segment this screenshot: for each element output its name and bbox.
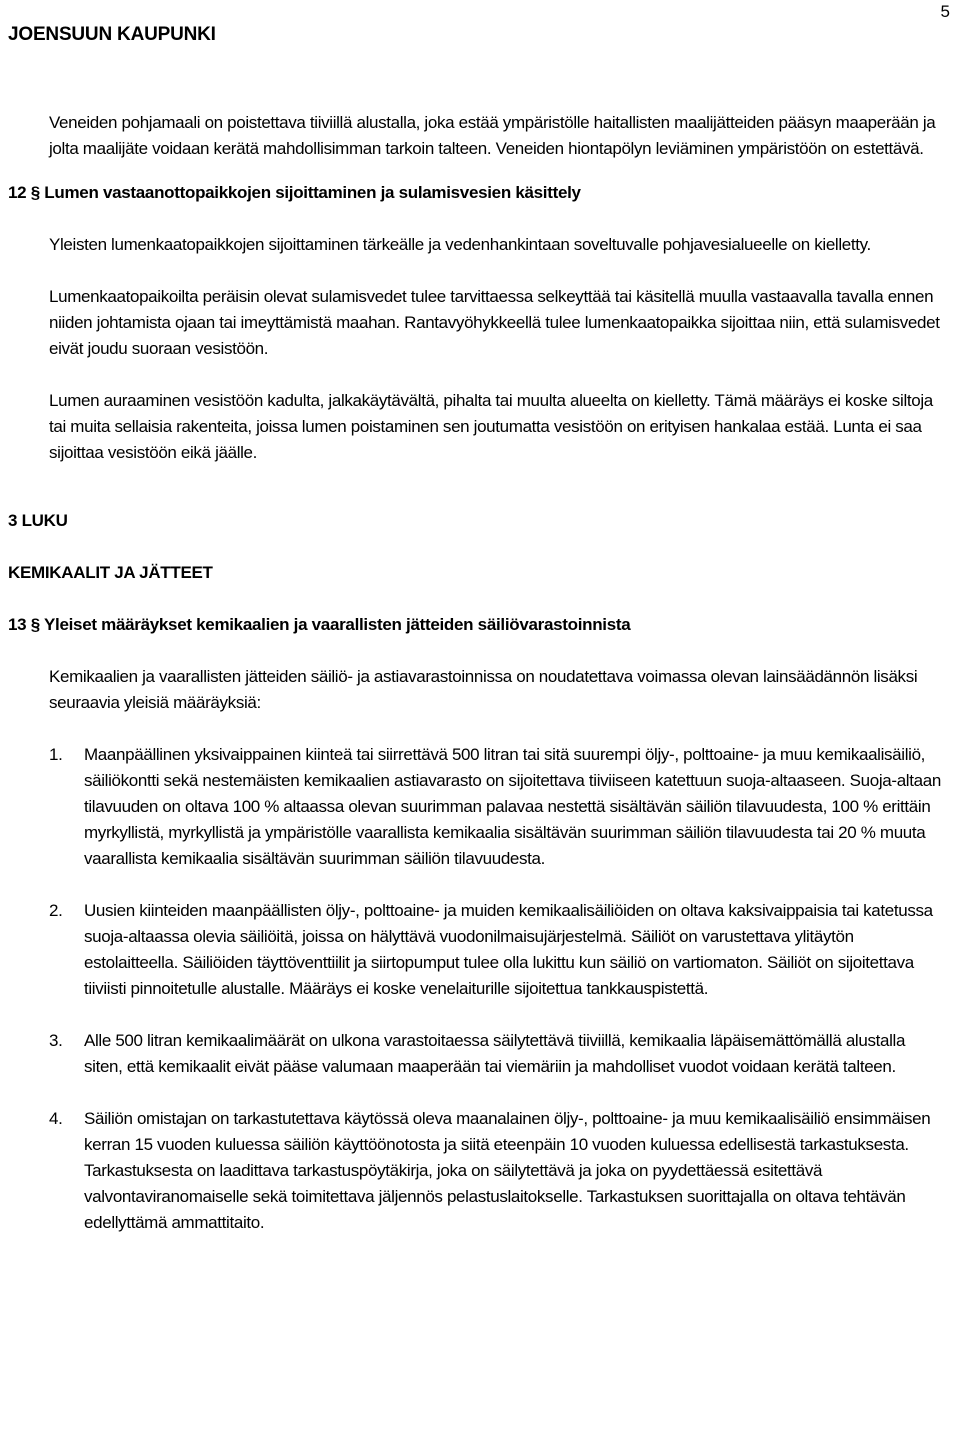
list-item-number: 2. bbox=[49, 901, 63, 920]
list-item-text: Maanpäällinen yksivaippainen kiinteä tai siirrettävä 500 litran tai sitä suurempi öljy-, polttoaine- ja muu kemikaalisäiliö, säiliökontti sekä nestemäisten kemikaalien astiavarasto on sijoitettava tiiviiseen katettuun suoja-altaaseen. Suoja-altaan tilavuuden on oltava 100 % altaassa olevan suurimman palavaa nestettä sisältävän säiliön tilavuudesta, 100 % erittäin myrkyllistä, myrkyllistä ja ympäristölle vaarallista kemikaalia sisältävän suurimman säiliön tilavuudesta tai 20 % muuta vaarallista kemikaalia sisältävän suurimman säiliön tilavuudesta. bbox=[84, 745, 941, 868]
section-12-paragraph: Lumenkaatopaikoilta peräisin olevat sulamisvedet tulee tarvittaessa selkeyttää tai käsitellä muulla vastaavalla tavalla ennen niiden johtamista ojaan tai imeyttämistä maahan. Rantavyöhykkeellä tulee lumenkaatopaikka sijoittaa niin, että sulamisvedet eivät joudu suoraan vesistöön. bbox=[49, 287, 940, 358]
chapter-title: KEMIKAALIT JA JÄTTEET bbox=[8, 563, 213, 582]
section-13-heading: 13 § Yleiset määräykset kemikaalien ja vaarallisten jätteiden säiliövarastoinnista bbox=[8, 615, 631, 634]
list-item bbox=[0, 1028, 960, 1080]
section-13-intro: Kemikaalien ja vaarallisten jätteiden säiliö- ja astiavarastoinnissa on noudatettava voimassa olevan lainsäädännön lisäksi seuraavia yleisiä määräyksiä: bbox=[49, 667, 918, 712]
list-item-number: 1. bbox=[49, 745, 63, 764]
list-item bbox=[0, 1106, 960, 1236]
chapter-number: 3 LUKU bbox=[8, 511, 68, 530]
intro-paragraph: Veneiden pohjamaali on poistettava tiiviillä alustalla, joka estää ympäristölle haitallisten maalijätteiden pääsyn maaperään ja jolta maalijäte voidaan kerätä mahdollisimman tarkoin talteen. Veneiden hiontapölyn leviäminen ympäristöön on estettävä. bbox=[49, 113, 936, 158]
list-item-text: Alle 500 litran kemikaalimäärät on ulkona varastoitaessa säilytettävä tiiviillä, kemikaalia läpäisemättömällä alustalla siten, että kemikaalit eivät pääse valumaan maaperään tai viemäriin ja mahdolliset vuodot voidaan kerätä talteen. bbox=[84, 1031, 906, 1076]
list-item-number: 3. bbox=[49, 1031, 63, 1050]
list-item bbox=[0, 898, 960, 1002]
list-item-number: 4. bbox=[49, 1109, 63, 1128]
page-number: 5 bbox=[940, 2, 950, 21]
section-12-paragraph: Lumen auraaminen vesistöön kadulta, jalkakäytävältä, pihalta tai muulta alueelta on kielletty. Tämä määräys ei koske siltoja tai muita sellaisia rakenteita, joissa lumen poistaminen sen joutumatta vesistöön on erityisen hankalaa estää. Lunta ei saa sijoittaa vesistöön eikä jäälle. bbox=[49, 391, 933, 462]
list-item bbox=[0, 742, 960, 872]
organization-header: JOENSUUN KAUPUNKI bbox=[8, 24, 216, 45]
list-item-text: Säiliön omistajan on tarkastutettava käytössä oleva maanalainen öljy-, polttoaine- ja muu kemikaalisäiliö ensimmäisen kerran 15 vuoden kuluessa säiliön käyttöönotosta ja siitä eteenpäin 10 vuoden kuluessa edellisestä tarkastuksesta. Tarkastuksesta on laadittava tarkastuspöytäkirja, joka on säilytettävä ja joka on pyydettäessä esitettävä valvontaviranomaiselle sekä toimitettava jäljennös pelastuslaitokselle. Tarkastuksen suorittajalla on oltava tehtävän edellyttämä ammattitaito. bbox=[84, 1109, 931, 1232]
list-item-text: Uusien kiinteiden maanpäällisten öljy-, polttoaine- ja muiden kemikaalisäiliöiden on oltava kaksivaippaisia tai katetussa suoja-altaassa olevia säiliöitä, joissa on hälyttävä vuodonilmaisujärjestelmä. Säiliöt on varustettava ylitäytön estolaitteella. Säiliöiden täyttöventtiilit ja siirtopumput tulee olla lukittu kun säiliö on vartiomaton. Säiliöt on sijoitettava tiiviisti pinnoitetulle alustalle. Määräys ei koske venelaiturille sijoitettua tankkauspistettä. bbox=[84, 901, 933, 998]
document-body bbox=[0, 110, 960, 1236]
section-12-heading: 12 § Lumen vastaanottopaikkojen sijoittaminen ja sulamisvesien käsittely bbox=[8, 183, 581, 202]
regulation-list bbox=[0, 742, 960, 1236]
section-12-paragraph: Yleisten lumenkaatopaikkojen sijoittaminen tärkeälle ja vedenhankintaan soveltuvalle pohjavesialueelle on kielletty. bbox=[49, 235, 871, 254]
